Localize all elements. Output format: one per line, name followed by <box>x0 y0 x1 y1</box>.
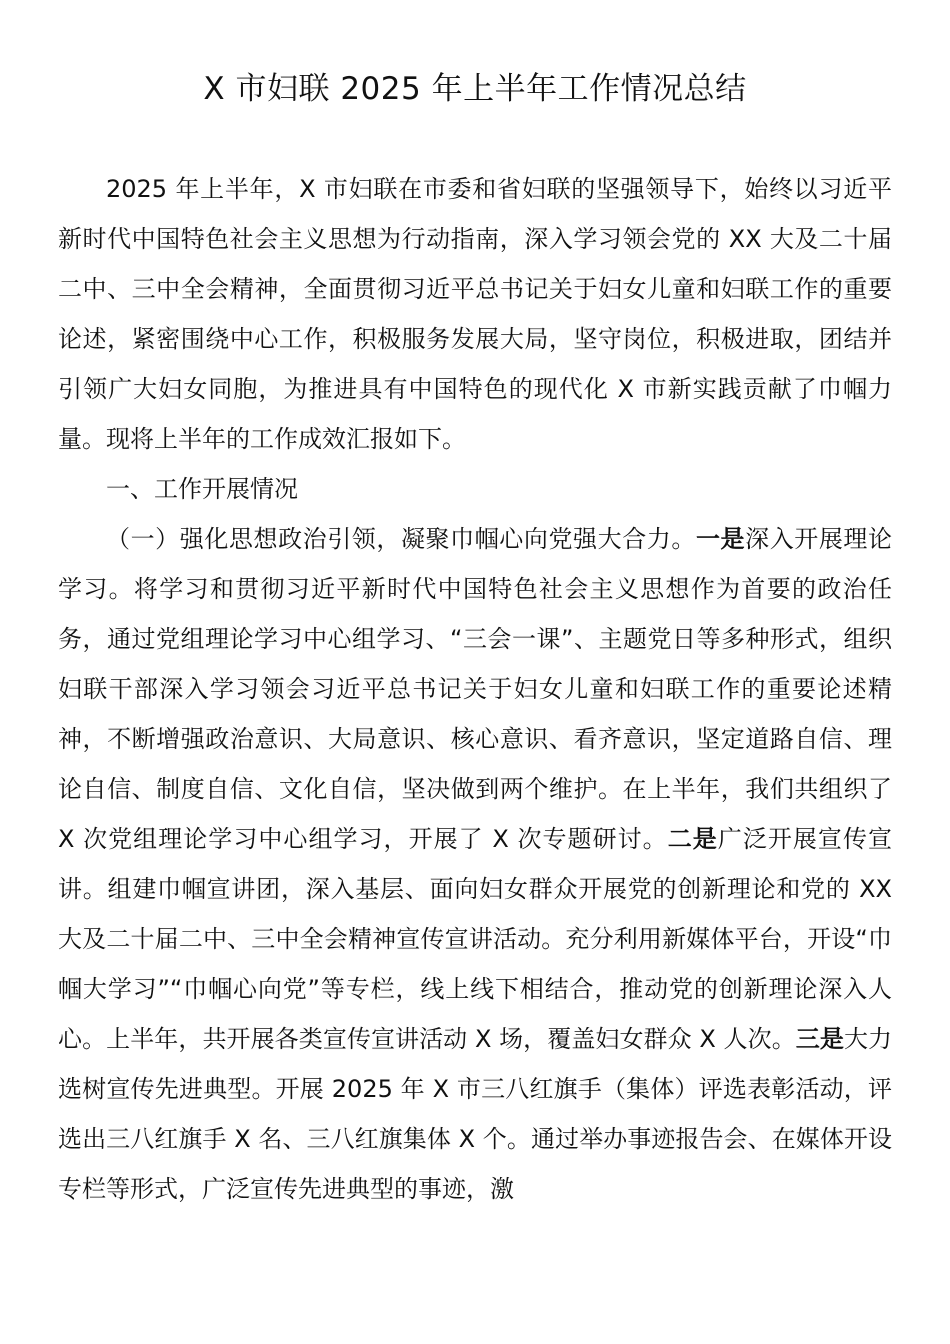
point2-label: 二是 <box>667 825 718 853</box>
point3-label: 三是 <box>795 1025 844 1053</box>
point2-text: 广泛开展宣传宣讲。组建巾帼宣讲团，深入基层、面向妇女群众开展党的创新理论和党的 XX 大及二十届二中、三中全会精神宣传宣讲活动。充分利用新媒体平台，开设“巾帼大学习”“巾帼心向党”等专栏，线上线下相结合，推动党的创新理论深入人心。上半年，共开展各类宣传宣讲活动 X 场，覆盖妇女群众 X 人次。 <box>58 825 893 1053</box>
section-heading: 一、工作开展情况 <box>106 475 298 503</box>
document-title: X 市妇联 2025 年上半年工作情况总结 <box>203 71 747 107</box>
intro-paragraph: 2025 年上半年，X 市妇联在市委和省妇联的坚强领导下，始终以习近平新时代中国特色社会主义思想为行动指南，深入学习领会党的 XX 大及二十届二中、三中全会精神，全面贯彻习近平总书记关于妇女儿童和妇联工作的重要论述，紧密围绕中心工作，积极服务发展大局，坚守岗位，积极进取，团结并引领广大妇女同胞，为推进具有中国特色的现代化 X 市新实践贡献了巾帼力量。现将上半年的工作成效汇报如下。 <box>58 175 892 453</box>
subsection-lead: （一）强化思想政治引领，凝聚巾帼心向党强大合力。 <box>106 525 696 553</box>
subsection-paragraph <box>58 514 892 1214</box>
document-body <box>58 164 892 1214</box>
point3-text: 大力选树宣传先进典型。开展 2025 年 X 市三八红旗手（集体）评选表彰活动，评选出三八红旗手 X 名、三八红旗集体 X 个。通过举办事迹报告会、在媒体开设专栏等形式，广泛宣传先进典型的事迹，激 <box>58 1025 893 1203</box>
point1-text: 深入开展理论学习。将学习和贯彻习近平新时代中国特色社会主义思想作为首要的政治任务，通过党组理论学习中心组学习、“三会一课”、主题党日等多种形式，组织妇联干部深入学习领会习近平总书记关于妇女儿童和妇联工作的重要论述精神，不断增强政治意识、大局意识、核心意识、看齐意识，坚定道路自信、理论自信、制度自信、文化自信，坚决做到两个维护。在上半年，我们共组织了 X 次党组理论学习中心组学习，开展了 X 次专题研讨。 <box>58 525 893 853</box>
point1-label: 一是 <box>695 525 746 553</box>
